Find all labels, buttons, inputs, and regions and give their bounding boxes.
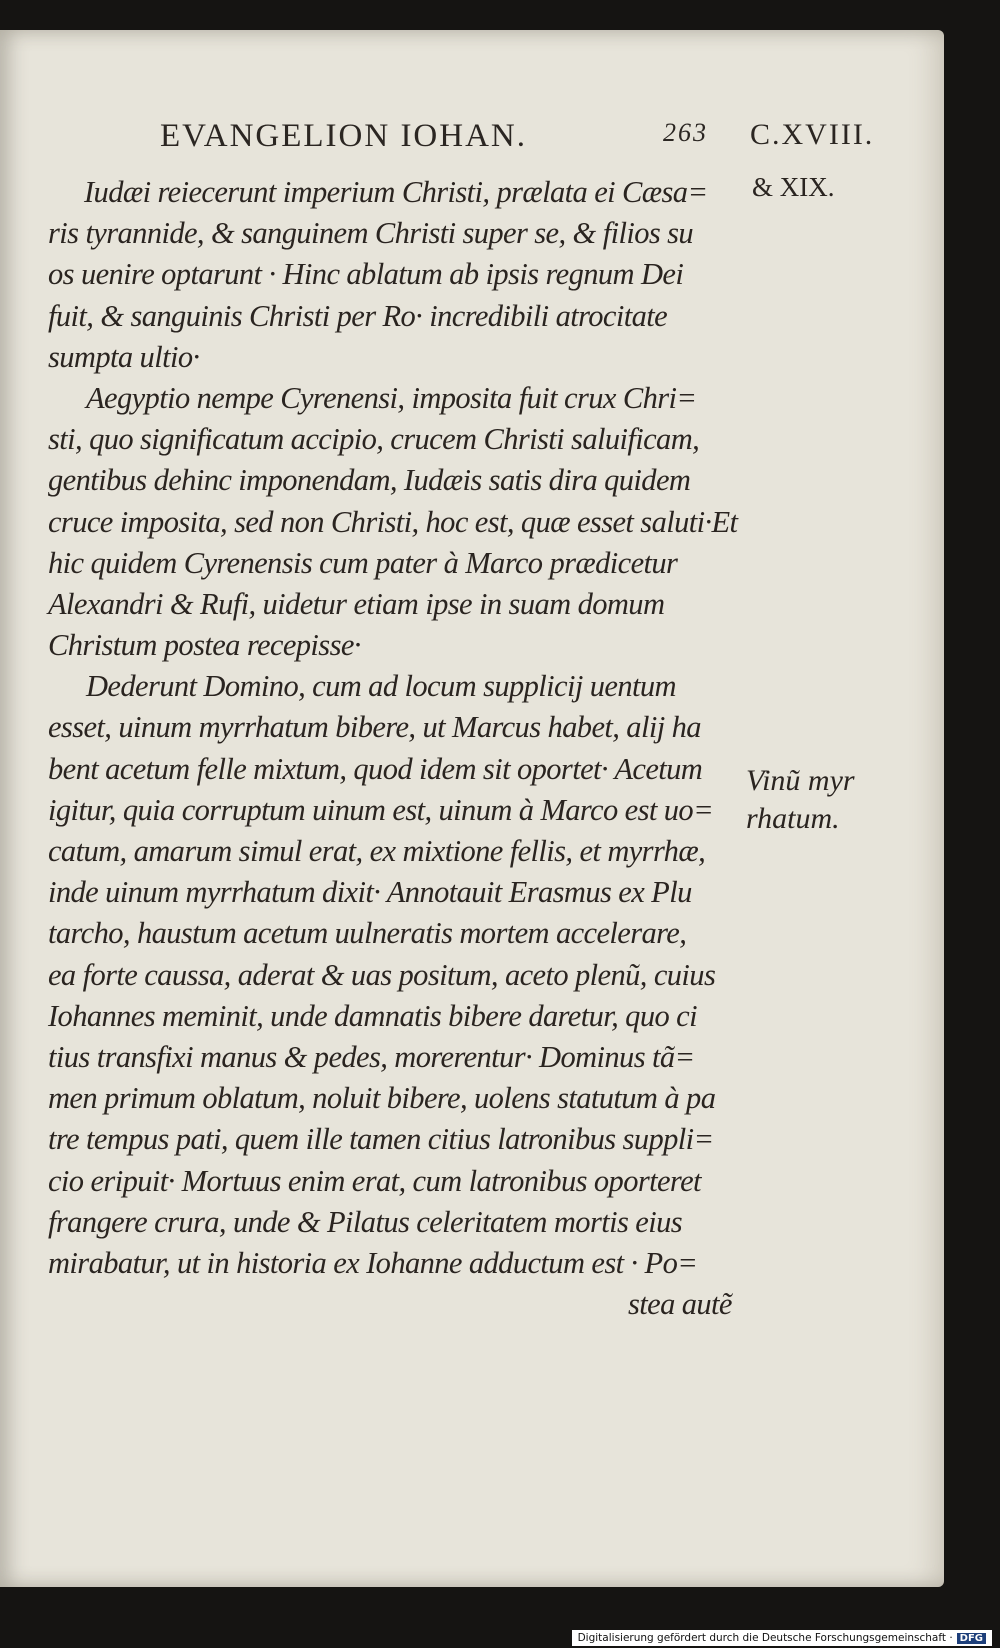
text-line: Christum postea recepisse·: [48, 628, 361, 663]
text-line: Dederunt Domino, cum ad locum supplicij uentum: [86, 669, 676, 704]
dfg-logo: DFG: [957, 1633, 986, 1644]
text-line: tre tempus pati, quem ille tamen citius latronibus suppli=: [48, 1122, 714, 1157]
text-line: hic quidem Cyrenensis cum pater à Marco prædicetur: [48, 545, 678, 580]
folio-number: 263: [663, 118, 708, 147]
text-line: cio eripuit· Mortuus enim erat, cum latronibus oporteret: [48, 1163, 701, 1198]
text-line: men primum oblatum, noluit bibere, uolens statutum à pa: [48, 1081, 716, 1116]
text-line: tarcho, haustum acetum uulneratis mortem accelerare,: [48, 916, 687, 951]
text-line: os uenire optarunt · Hinc ablatum ab ipsis regnum Dei: [48, 257, 684, 292]
text-line: esset, uinum myrrhatum bibere, ut Marcus habet, alij ha: [48, 710, 701, 745]
text-line: sumpta ultio·: [48, 339, 200, 374]
text-line: cruce imposita, sed non Christi, hoc est, quæ esset saluti·Et: [48, 504, 738, 539]
text-line: Iudæi reiecerunt imperium Christi, prælata ei Cæsa=: [84, 175, 708, 209]
margin-note-wine: [746, 762, 855, 838]
digitization-footer: [572, 1630, 992, 1646]
chapter-reference: C.XVIII.: [750, 118, 875, 151]
margin-note-chapter: & XIX.: [752, 172, 835, 202]
text-line: gentibus dehinc imponendam, Iudæis satis dira quidem: [48, 463, 691, 498]
text-line: frangere crura, unde & Pilatus celeritatem mortis eius: [48, 1204, 682, 1239]
text-line: sti, quo significatum accipio, crucem Christi saluificam,: [48, 422, 700, 457]
text-line: tius transfixi manus & pedes, morerentur· Dominus tã=: [48, 1039, 695, 1074]
text-line: Iohannes meminit, unde damnatis bibere daretur, quo ci: [48, 998, 697, 1033]
text-line: catum, amarum simul erat, ex mixtione fellis, et myrrhæ,: [48, 834, 706, 868]
main-text-block: [48, 172, 738, 1325]
margin-note-wine-line-2: rhatum.: [746, 802, 840, 835]
catchword: stea autẽ: [628, 1287, 732, 1322]
text-line: bent acetum felle mixtum, quod idem sit oportet· Acetum: [48, 751, 703, 786]
running-head: EVANGELION IOHAN.: [160, 118, 528, 154]
page-header: [160, 118, 875, 162]
text-line: mirabatur, ut in historia ex Iohanne adductum est · Po=: [48, 1245, 698, 1280]
text-line: inde uinum myrrhatum dixit· Annotauit Erasmus ex Plu: [48, 875, 692, 910]
text-line: igitur, quia corruptum uinum est, uinum à Marco est uo=: [48, 792, 714, 827]
text-line: ris tyrannide, & sanguinem Christi super se, & filios su: [48, 216, 694, 251]
text-line: fuit, & sanguinis Christi per Ro· incredibili atrocitate: [48, 298, 668, 333]
margin-note-wine-line-1: Vinũ myr: [746, 764, 855, 797]
text-line: Aegyptio nempe Cyrenensi, imposita fuit crux Chri=: [86, 380, 697, 415]
text-line: Alexandri & Rufi, uidetur etiam ipse in suam domum: [48, 586, 665, 621]
text-line: ea forte caussa, aderat & uas positum, aceto plenũ, cuius: [48, 957, 716, 992]
footer-credit: Digitalisierung gefördert durch die Deutsche Forschungsgemeinschaft ·: [577, 1632, 953, 1644]
